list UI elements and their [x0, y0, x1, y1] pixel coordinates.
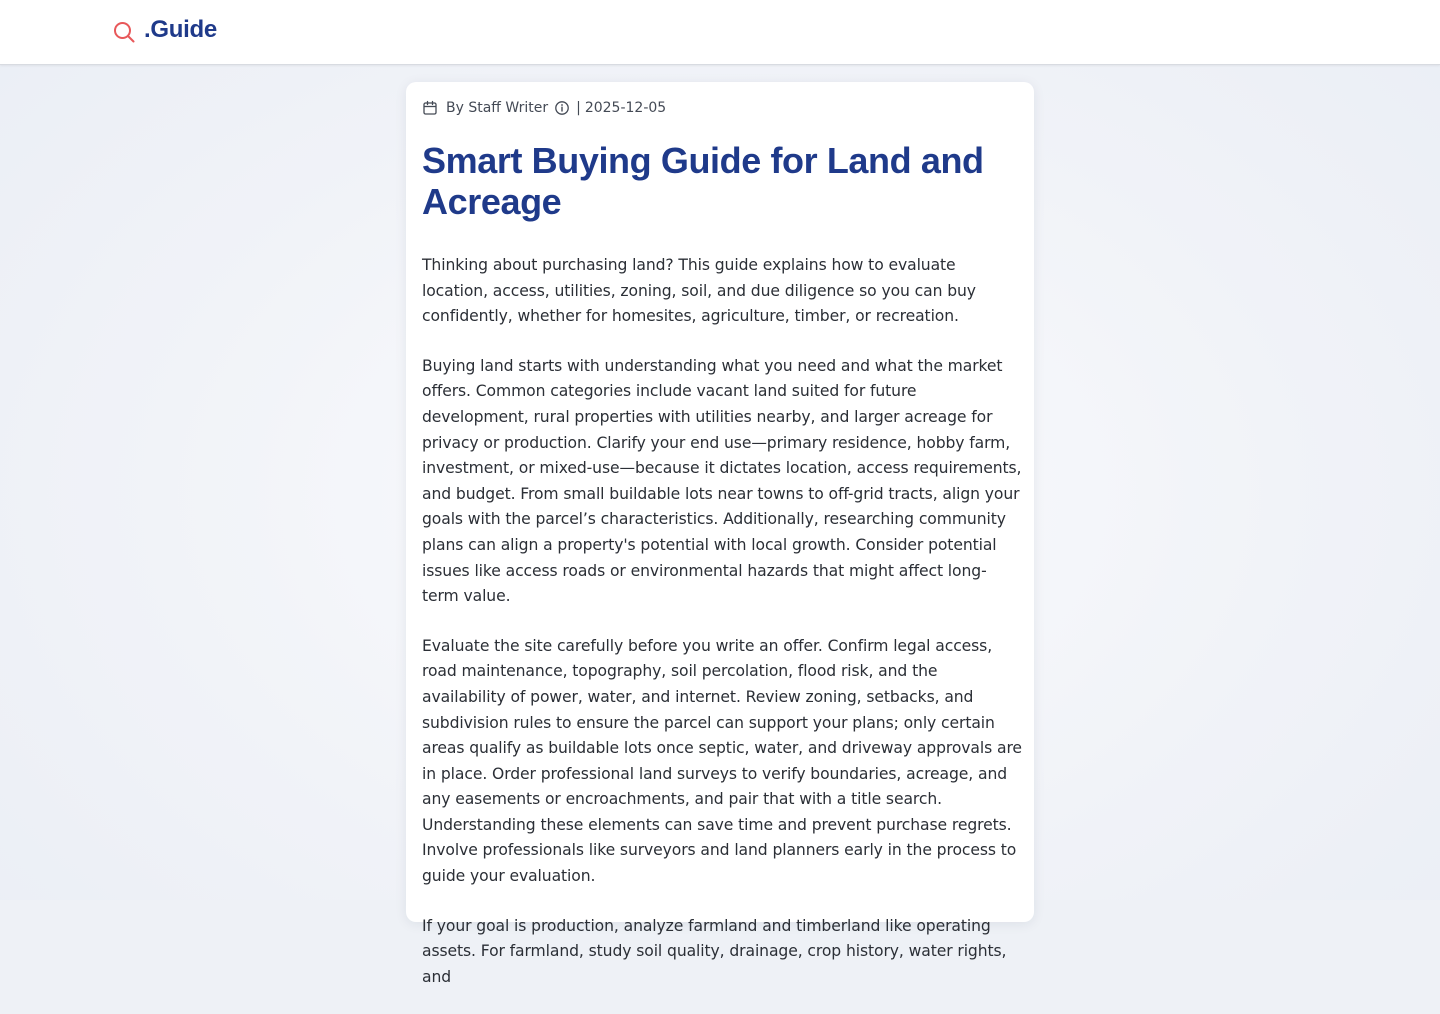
article-card: [406, 82, 1034, 986]
article-meta: [422, 98, 666, 118]
brand-name: .Guide: [144, 16, 217, 43]
article-paragraph: Evaluate the site carefully before you write an offer. Confirm legal access, road maintenance, topography, soil percolation, flood risk, and the availability of power, water, and internet. Review zoning, setbacks, and subdivision rules to ensure the parcel can support your plans; only certain areas qualify as buildable lots once septic, water, and driveway approvals are in place. Order professional land surveys to verify boundaries, acreage, and any easements or encroachments, and pair that with a title search. Understanding these elements can save time and prevent purchase regrets. Involve professionals like surveyors and land planners early in the process to guide your evaluation.: [422, 636, 1022, 886]
meta-separator: |: [576, 100, 581, 116]
brand-logo-link[interactable]: [112, 16, 217, 44]
calendar-icon: [422, 100, 438, 116]
info-icon[interactable]: [554, 100, 570, 116]
top-navigation-bar: [0, 0, 1440, 65]
article-date: 2025-12-05: [584, 100, 667, 116]
article-paragraph: Buying land starts with understanding what you need and what the market offers. Common categories include vacant land suited for future development, rural properties with utilities nearby, and larger acreage for privacy or production. Clarify your end use—primary residence, hobby farm, investment, or mixed-use—because it dictates location, access requirements, and budget. From small buildable lots near towns to off-grid tracts, align your goals with the parcel’s characteristics. Additionally, researching community plans can align a property's potential with local growth. Consider potential issues like access roads or environmental hazards that might affect long-term value.: [422, 356, 1022, 606]
search-icon: [112, 20, 136, 44]
article-body: [422, 253, 1022, 1014]
article-author: By Staff Writer: [446, 100, 549, 116]
article-title: Smart Buying Guide for Land and Acreage: [422, 140, 984, 222]
article-paragraph: Thinking about purchasing land? This guide explains how to evaluate location, access, utilities, zoning, soil, and due diligence so you can buy confidently, whether for homesites, agriculture, timber, or recreation.: [422, 256, 976, 326]
article-paragraph: If your goal is production, analyze farmland and timberland like operating assets. For farmland, study soil quality, drainage, crop history, water rights, and: [422, 916, 1007, 986]
